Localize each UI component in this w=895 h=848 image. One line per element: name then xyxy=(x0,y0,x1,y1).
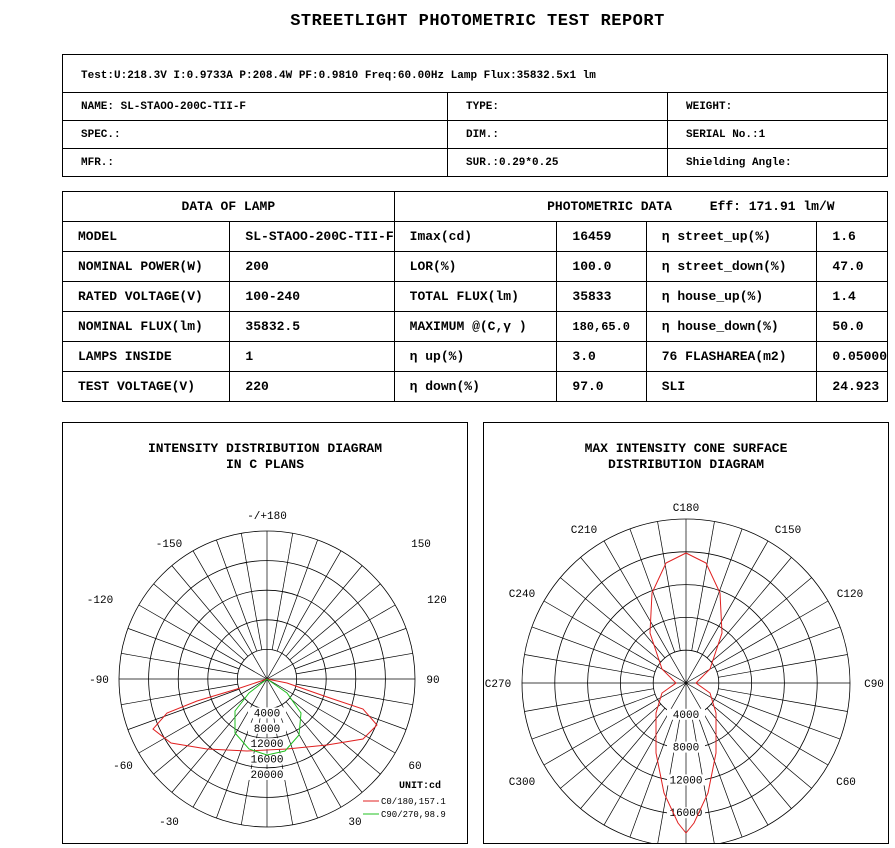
grid-spoke xyxy=(286,566,362,657)
data-cell-l2: Imax(cd) xyxy=(394,222,557,252)
data-cell-v1: 200 xyxy=(230,252,394,282)
data-cell-l3: η street_up(%) xyxy=(646,222,817,252)
grid-spoke xyxy=(581,708,665,809)
photometric-header xyxy=(394,192,887,222)
angle-label: C150 xyxy=(774,525,802,537)
data-cell-v3: 1.4 xyxy=(817,282,888,312)
grid-spoke xyxy=(154,698,245,774)
grid-spoke xyxy=(272,533,293,650)
data-row xyxy=(63,342,888,372)
grid-spoke xyxy=(277,540,317,651)
grid-spoke xyxy=(532,627,655,672)
cone-polar-chart xyxy=(484,423,888,843)
grid-spoke xyxy=(560,704,661,788)
angle-label: 90 xyxy=(426,675,440,687)
angle-label: -30 xyxy=(159,817,179,829)
grid-spoke xyxy=(581,557,665,658)
ring-label: 8000 xyxy=(253,723,281,736)
data-cell-l3: η house_down(%) xyxy=(646,312,817,342)
info-table xyxy=(62,54,888,177)
grid-spoke xyxy=(241,533,262,650)
grid-spoke xyxy=(630,529,675,652)
data-cell-v2: 97.0 xyxy=(557,372,646,402)
grid-spoke xyxy=(658,521,681,650)
serial-cell: SERIAL No.:1 xyxy=(668,121,888,149)
ring-label: 8000 xyxy=(672,742,700,755)
shielding-cell: Shielding Angle: xyxy=(668,149,888,177)
ring-label: 12000 xyxy=(669,775,703,788)
data-cell-l3: η house_up(%) xyxy=(646,282,817,312)
ring-label: 4000 xyxy=(672,709,700,722)
grid-spoke xyxy=(717,694,840,739)
angle-label: C270 xyxy=(484,679,512,691)
grid-spoke xyxy=(286,702,362,793)
data-cell-v1: 1 xyxy=(230,342,394,372)
mfr-cell: MFR.: xyxy=(63,149,448,177)
grid-spoke xyxy=(692,521,715,650)
grid-spoke xyxy=(295,628,406,668)
angle-label: 60 xyxy=(408,761,422,773)
data-cell-v1: 220 xyxy=(230,372,394,402)
angle-label: C180 xyxy=(672,503,700,515)
data-cell-l2: LOR(%) xyxy=(394,252,557,282)
intensity-title-line2: IN C PLANS xyxy=(225,457,304,472)
grid-spoke xyxy=(718,655,847,678)
cone-diagram-panel xyxy=(483,422,889,844)
ring-label: 16000 xyxy=(250,754,284,767)
weight-cell: WEIGHT: xyxy=(668,93,888,121)
grid-spoke xyxy=(296,684,413,705)
data-cell-l3: SLI xyxy=(646,372,817,402)
grid-spoke xyxy=(707,557,791,658)
data-cell-v2: 35833 xyxy=(557,282,646,312)
grid-spoke xyxy=(172,702,248,793)
test-line: Test:U:218.3V I:0.9733A P:208.4W PF:0.9810 Freq:60.00Hz Lamp Flux:35832.5x1 lm xyxy=(63,55,888,93)
data-cell-l1: NOMINAL POWER(W) xyxy=(63,252,230,282)
type-cell: TYPE: xyxy=(448,93,668,121)
angle-label: C60 xyxy=(836,777,856,789)
name-cell: NAME: SL-STAOO-200C-TII-F xyxy=(63,93,448,121)
ring-label: 12000 xyxy=(250,739,284,752)
data-cell-v3: 1.6 xyxy=(817,222,888,252)
data-cell-l2: MAXIMUM @(C,γ ) xyxy=(394,312,557,342)
efficiency: Eff: 171.91 lm/W xyxy=(709,199,835,214)
data-cell-v3: 0.05000 xyxy=(817,342,888,372)
intensity-diagram-panel xyxy=(62,422,468,844)
lamp-header: DATA OF LAMP xyxy=(63,192,395,222)
cone-title-line2: DISTRIBUTION DIAGRAM xyxy=(607,457,765,472)
angle-label: C240 xyxy=(508,589,536,601)
photometric-title: PHOTOMETRIC DATA xyxy=(547,199,672,214)
angle-label: -120 xyxy=(86,595,114,607)
grid-spoke xyxy=(697,529,742,652)
grid-spoke xyxy=(524,655,653,678)
data-cell-l1: MODEL xyxy=(63,222,230,252)
data-cell-v3: 47.0 xyxy=(817,252,888,282)
report-title: STREETLIGHT PHOTOMETRIC TEST REPORT xyxy=(290,12,665,31)
data-row xyxy=(63,222,888,252)
angle-label: 120 xyxy=(427,595,447,607)
grid-spoke xyxy=(290,584,381,660)
angle-label: C120 xyxy=(836,589,864,601)
angle-label: 150 xyxy=(411,539,431,551)
grid-spoke xyxy=(532,694,655,739)
angle-label: -150 xyxy=(155,539,183,551)
unit-label: UNIT:cd xyxy=(399,781,442,792)
grid-spoke xyxy=(172,566,248,657)
ring-label: 4000 xyxy=(253,708,281,721)
grid-spoke xyxy=(154,584,245,660)
data-cell-v1: SL-STAOO-200C-TII-F xyxy=(230,222,394,252)
data-cell-v3: 24.923 xyxy=(817,372,888,402)
data-cell-l2: η down(%) xyxy=(394,372,557,402)
grid-spoke xyxy=(718,689,847,712)
grid-spoke xyxy=(560,578,661,662)
data-cell-l3: η street_down(%) xyxy=(646,252,817,282)
ring-label: 20000 xyxy=(250,769,284,782)
grid-spoke xyxy=(296,653,413,674)
spec-cell: SPEC.: xyxy=(63,121,448,149)
data-row xyxy=(63,312,888,342)
data-cell-l1: LAMPS INSIDE xyxy=(63,342,230,372)
grid-spoke xyxy=(128,689,239,729)
angle-label: -/+180 xyxy=(247,511,287,523)
intensity-title-line1: INTENSITY DISTRIBUTION DIAGRAM xyxy=(147,441,383,456)
grid-spoke xyxy=(295,689,406,729)
angle-label: C90 xyxy=(864,679,884,691)
grid-spoke xyxy=(290,698,381,774)
data-cell-l3: 76 FLASHAREA(m2) xyxy=(646,342,817,372)
grid-spoke xyxy=(121,653,238,674)
data-cell-l2: η up(%) xyxy=(394,342,557,372)
data-cell-v2: 100.0 xyxy=(557,252,646,282)
angle-label: -90 xyxy=(89,675,109,687)
data-cell-l1: RATED VOLTAGE(V) xyxy=(63,282,230,312)
grid-spoke xyxy=(524,689,653,712)
intensity-diagram-title xyxy=(63,441,467,473)
grid-spoke xyxy=(128,628,239,668)
data-cell-l1: TEST VOLTAGE(V) xyxy=(63,372,230,402)
angle-label: C210 xyxy=(570,525,598,537)
cone-diagram-title xyxy=(484,441,888,473)
data-cell-l2: TOTAL FLUX(lm) xyxy=(394,282,557,312)
sur-cell: SUR.:0.29*0.25 xyxy=(448,149,668,177)
legend-label: C90/270,98.9 xyxy=(381,810,446,820)
grid-spoke xyxy=(711,704,812,788)
grid-spoke xyxy=(707,708,791,809)
angle-label: C300 xyxy=(508,777,536,789)
data-cell-v2: 16459 xyxy=(557,222,646,252)
data-cell-v3: 50.0 xyxy=(817,312,888,342)
legend-label: C0/180,157.1 xyxy=(381,797,446,807)
data-row xyxy=(63,282,888,312)
data-cell-l1: NOMINAL FLUX(lm) xyxy=(63,312,230,342)
intensity-polar-chart xyxy=(63,423,467,843)
grid-spoke xyxy=(717,627,840,672)
grid-spoke xyxy=(711,578,812,662)
dim-cell: DIM.: xyxy=(448,121,668,149)
data-cell-v1: 100-240 xyxy=(230,282,394,312)
angle-label: 30 xyxy=(348,817,362,829)
lamp-data-table xyxy=(62,191,888,402)
data-cell-v1: 35832.5 xyxy=(230,312,394,342)
data-row xyxy=(63,372,888,402)
data-cell-v2: 180,65.0 xyxy=(557,312,646,342)
grid-spoke xyxy=(216,540,256,651)
data-row xyxy=(63,252,888,282)
data-cell-v2: 3.0 xyxy=(557,342,646,372)
angle-label: -60 xyxy=(113,761,133,773)
ring-label: 16000 xyxy=(669,808,703,821)
cone-title-line1: MAX INTENSITY CONE SURFACE xyxy=(584,441,788,456)
